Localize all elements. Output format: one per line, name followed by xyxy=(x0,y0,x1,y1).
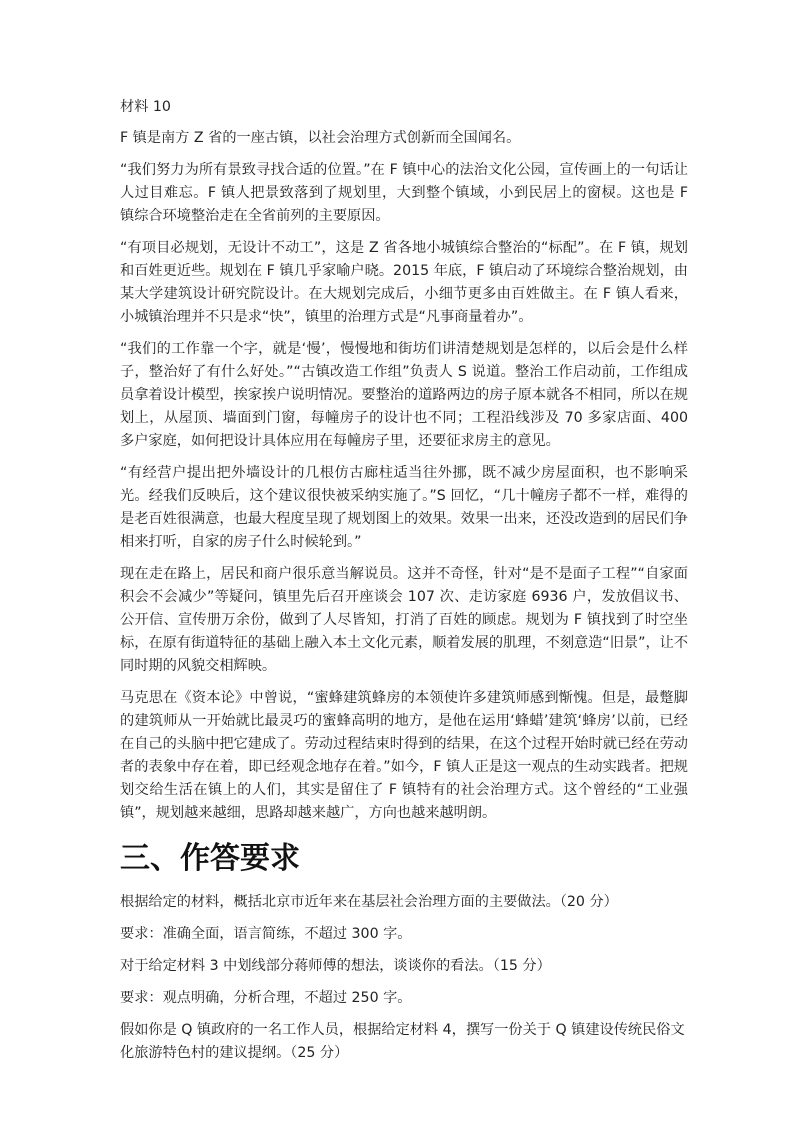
material-paragraph-4: “我们的工作靠一个字，就是‘慢’，慢慢地和街坊们讲清楚规划是怎样的，以后会是什么样子，整治好了有什么好处。”“古镇改造工作组”负责人 S 说道。整治工作启动前，工作组成员拿着设计模型，挨家挨户说明情况。要整治的道路两边的房子原本就各不相同，所以在规划上，从屋顶、墙面到门窗，每幢房子的设计也不同；工程沿线涉及 70 多家店面、400 多户家庭，如何把设计具体应用在每幢房子里，还要征求房主的意见。 xyxy=(120,341,688,449)
requirement-2: 要求：观点明确，分析合理，不超过 250 字。 xyxy=(120,990,412,1006)
material-paragraph-7: 马克思在《资本论》中曾说，“蜜蜂建筑蜂房的本领使许多建筑师感到惭愧。但是，最蹩脚的建筑师从一开始就比最灵巧的蜜蜂高明的地方，是他在运用‘蜂蜡’建筑‘蜂房’以前，已经在自己的头脑中把它建成了。劳动过程结束时得到的结果，在这个过程开始时就已经在劳动者的表象中存在着，即已经观念地存在着。”如今，F 镇人正是这一观点的生动实践者。把规划交给生活在镇上的人们，其实是留住了 F 镇特有的社会治理方式。这个曾经的“工业强镇”，规划越来越细，思路却越来越广，方向也越来越明朗。 xyxy=(120,690,688,821)
material-paragraph-5: “有经营户提出把外墙设计的几根仿古廊柱适当往外挪，既不减少房屋面积，也不影响采光。经我们反映后，这个建议很快被采纳实施了。”S 回忆，“几十幢房子都不一样，难得的是老百姓很满意，也最大程度呈现了规划图上的效果。效果一出来，还没改造到的居民们争相来打听，自家的房子什么时候轮到。” xyxy=(120,465,688,550)
material-paragraph-2: “我们努力为所有景致寻找合适的位置。”在 F 镇中心的法治文化公园，宣传画上的一句话让人过目难忘。F 镇人把景致落到了规划里，大到整个镇域，小到民居上的窗棂。这也是 F 镇综合环境整治走在全省前列的主要原因。 xyxy=(120,162,688,224)
material-label: 材料 10 xyxy=(120,99,171,115)
material-paragraph-6: 现在走在路上，居民和商户很乐意当解说员。这并不奇怪，针对“是不是面子工程”“自家面积会不会减少”等疑问，镇里先后召开座谈会 107 次、走访家庭 6936 户，发放倡议书、公开信、宣传册万余份，做到了人尽皆知，打消了百姓的顾虑。规划为 F 镇找到了时空坐标，在原有街道特征的基础上融入本土文化元素，顺着发展的肌理，不刻意造“旧景”，让不同时期的风貌交相辉映。 xyxy=(120,566,689,674)
question-3: 假如你是 Q 镇政府的一名工作人员，根据给定材料 4，撰写一份关于 Q 镇建设传统民俗文化旅游特色村的建议提纲。（25 分） xyxy=(120,1022,685,1061)
question-2: 对于给定材料 3 中划线部分蒋师傅的想法，谈谈你的看法。（15 分） xyxy=(120,958,551,974)
requirement-1: 要求：准确全面，语言简练，不超过 300 字。 xyxy=(120,926,412,942)
material-paragraph-3: “有项目必规划，无设计不动工”，这是 Z 省各地小城镇综合整治的“标配”。在 F 镇，规划和百姓更近些。规划在 F 镇几乎家喻户晓。2015 年底，F 镇启动了环境综合整治规划，由某大学建筑设计研究院设计。在大规划完成后，小细节更多由百姓做主。在 F 镇人看来，小城镇治理并不只是求“快”，镇里的治理方式是“凡事商量着办”。 xyxy=(120,240,688,325)
question-1: 根据给定的材料，概括北京市近年来在基层社会治理方面的主要做法。（20 分） xyxy=(120,894,618,910)
material-paragraph-1: F 镇是南方 Z 省的一座古镇，以社会治理方式创新而全国闻名。 xyxy=(120,130,521,146)
section-heading: 三、作答要求 xyxy=(120,841,300,876)
